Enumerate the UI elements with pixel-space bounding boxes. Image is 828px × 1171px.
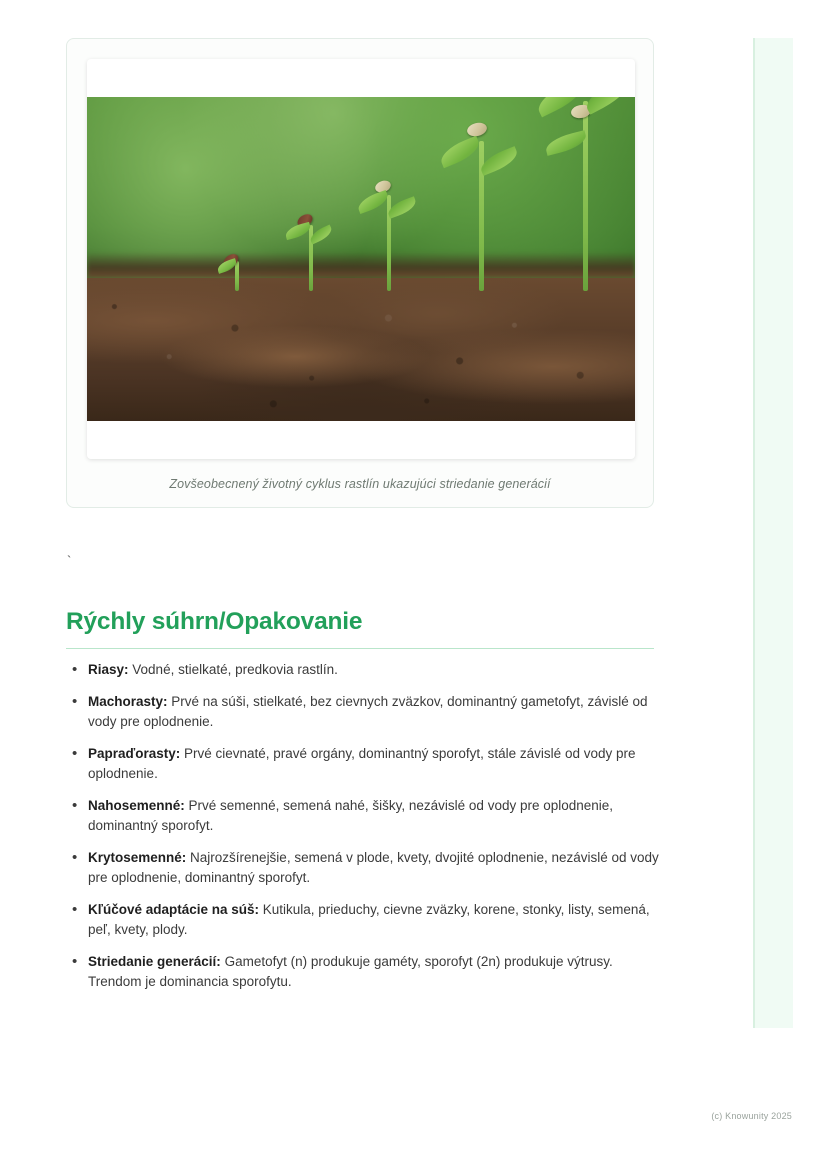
sprout-2 [283, 213, 337, 291]
list-item-term: Kľúčové adaptácie na súš: [88, 901, 260, 917]
list-item-text: Gametofyt (n) produkuje gaméty, sporofyt (2n) produkuje výtrusy. Trendom je dominancia sporofytu. [88, 953, 613, 990]
list-item-text: Vodné, stielkaté, predkovia rastlín. [128, 662, 338, 677]
sprout-4 [437, 123, 523, 291]
sprout-3 [355, 181, 421, 291]
footer-copyright: (c) Knowunity 2025 [711, 1111, 792, 1121]
title-divider [66, 648, 654, 649]
figure-card [66, 38, 654, 508]
list-item [66, 692, 662, 733]
list-item-text: Prvé na súši, stielkaté, bez cievnych zväzkov, dominantný gametofyt, závislé od vody pre oplodnenie. [88, 693, 648, 730]
figure-caption: Zovšeobecnený životný cyklus rastlín ukazujúci striedanie generácií [169, 477, 551, 491]
list-item-term: Riasy: [88, 662, 129, 677]
summary-list [66, 660, 662, 1004]
list-item-term: Papraďorasty: [88, 745, 181, 761]
list-item-term: Krytosemenné: [88, 849, 187, 865]
list-item-text: Kutikula, prieduchy, cievne zväzky, korene, stonky, listy, semená, peľ, kvety, plody. [88, 901, 650, 938]
page-title: Rýchly súhrn/Opakovanie [66, 608, 363, 635]
list-item-term: Striedanie generácií: [88, 953, 221, 969]
list-item [66, 660, 662, 681]
list-item-text: Najrozšírenejšie, semená v plode, kvety, dvojité oplodnenie, nezávislé od vody pre oplodnenie, dominantný sporofyt. [88, 849, 659, 886]
list-item [66, 848, 662, 889]
stray-backtick: ` [67, 553, 72, 568]
photo-frame [87, 59, 635, 459]
sprout-1 [215, 251, 255, 291]
right-accent-strip [753, 38, 793, 1028]
list-item [66, 900, 662, 941]
plant-seedlings-photo [87, 97, 635, 421]
list-item-text: Prvé cievnaté, pravé orgány, dominantný sporofyt, stále závislé od vody pre oplodnenie. [88, 745, 636, 782]
list-item-term: Nahosemenné: [88, 797, 185, 813]
list-item-text: Prvé semenné, semená nahé, šišky, nezávislé od vody pre oplodnenie, dominantný sporofyt. [88, 797, 614, 834]
list-item [66, 744, 662, 785]
list-item [66, 796, 662, 837]
list-item [66, 952, 662, 993]
soil-layer [87, 278, 635, 421]
list-item-term: Machorasty: [88, 693, 168, 709]
sprout-5 [535, 97, 635, 291]
